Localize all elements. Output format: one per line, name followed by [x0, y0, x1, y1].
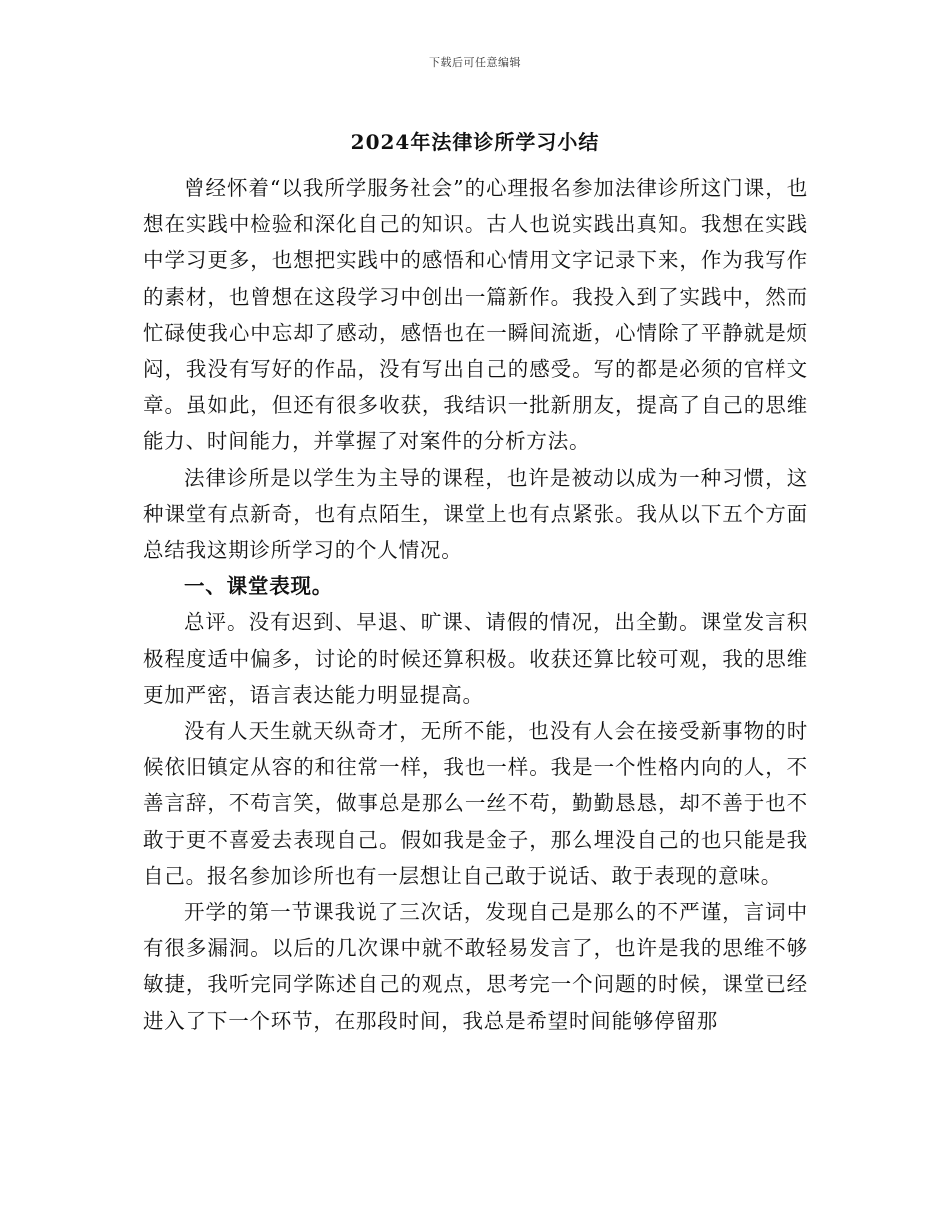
paragraph-first-class: 开学的第一节课我说了三次话，发现自己是那么的不严谨，言词中有很多漏洞。以后的几次课中就不敢轻易发言了，也许是我的思维不够敏捷，我听完同学陈述自己的观点，思考完一个问题的时候，课堂已经进入了下一个环节，在那段时间，我总是希望时间能够停留那 — [143, 900, 808, 1033]
paragraph-overview: 法律诊所是以学生为主导的课程，也许是被动以成为一种习惯，这种课堂有点新奇，也有点陌生，课堂上也有点紧张。我从以下五个方面总结我这期诊所学习的个人情况。 — [143, 465, 808, 563]
section-heading-classroom: 一、课堂表现。 — [184, 574, 334, 599]
paragraph-summary: 总评。没有迟到、早退、旷课、请假的情况，出全勤。课堂发言积极程度适中偏多，讨论的时候还算积极。收获还算比较可观，我的思维更加严密，语言表达能力明显提高。 — [143, 610, 808, 707]
paragraph-intro: 曾经怀着“以我所学服务社会”的心理报名参加法律诊所这门课，也想在实践中检验和深化自己的知识。古人也说实践出真知。我想在实践中学习更多，也想把实践中的感悟和心情用文字记录下来，作为我写作的素材，也曾想在这段学习中创出一篇新作。我投入到了实践中，然而忙碌使我心中忘却了感动，感悟也在一瞬间流逝，心情除了平静就是烦闷，我没有写好的作品，没有写出自己的感受。写的都是必须的官样文章。虽如此，但还有很多收获，我结识一批新朋友，提高了自己的思维能力、时间能力，并掌握了对案件的分析方法。 — [143, 176, 808, 454]
document-body — [143, 170, 808, 1039]
header-note: 下载后可任意编辑 — [429, 56, 521, 69]
paragraph-personality: 没有人天生就天纵奇才，无所不能，也没有人会在接受新事物的时候依旧镇定从容的和往常一样，我也一样。我是一个性格内向的人，不善言辞，不苟言笑，做事总是那么一丝不苟，勤勤恳恳，却不善于也不敢于更不喜爱去表现自己。假如我是金子，那么埋没自己的也只能是我自己。报名参加诊所也有一层想让自己敢于说话、敢于表现的意味。 — [143, 719, 808, 888]
document-title: 2024年法律诊所学习小结 — [350, 130, 600, 154]
